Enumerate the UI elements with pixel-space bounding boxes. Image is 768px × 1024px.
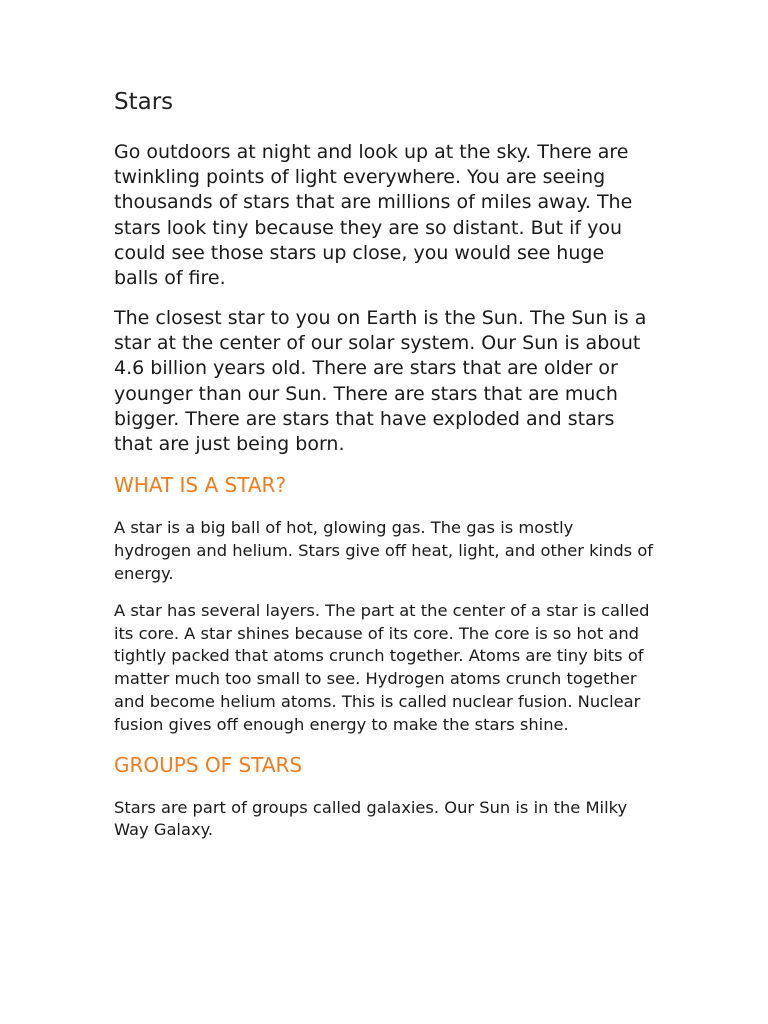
section-what-is-a-star [114,473,654,736]
intro-paragraph: Go outdoors at night and look up at the sky. There are twinkling points of light everywhere. You are seeing thousands of stars that are millions of miles away. The stars look tiny because they are so distant. But if you could see those stars up close, you would see huge balls of fire. [114,140,633,290]
page-title: Stars [114,89,174,115]
section-paragraph: A star has several layers. The part at the center of a star is called its core. A star shines because of its core. The core is so hot and tightly packed that atoms crunch together. Atoms are tiny bits of matter much too small to see. Hydrogen atoms crunch together and become helium atoms. This is called nuclear fusion. Nuclear fusion gives off enough energy to make the stars shine. [114,600,650,734]
section-paragraph: Stars are part of groups called galaxies. Our Sun is in the Milky Way Galaxy. [114,797,628,840]
document-page [114,88,654,856]
section-heading: WHAT IS A STAR? [114,473,287,498]
intro-section [114,140,654,458]
section-heading: GROUPS OF STARS [114,752,303,777]
intro-paragraph: The closest star to you on Earth is the Sun. The Sun is a star at the center of our solar system. Our Sun is about 4.6 billion years old. There are stars that are older or younger than our Sun. There are stars that are much bigger. There are stars that have exploded and stars that are just being born. [114,306,647,456]
section-paragraph: A star is a big ball of hot, glowing gas. The gas is mostly hydrogen and helium. Stars give off heat, light, and other kinds of energy. [114,518,654,584]
section-groups-of-stars [114,753,654,843]
